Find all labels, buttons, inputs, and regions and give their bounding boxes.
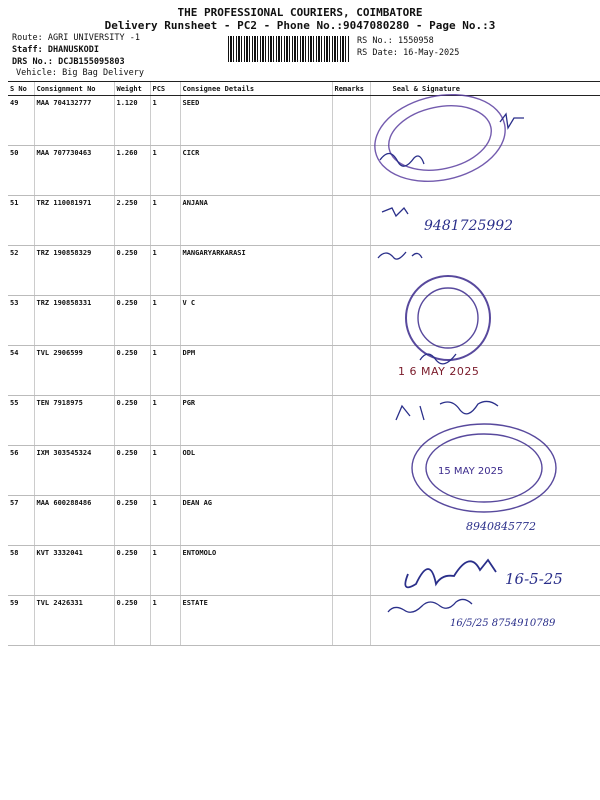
rs-no-value: 1550958 [397, 36, 434, 46]
drs-line [12, 57, 125, 67]
table-row [8, 346, 600, 396]
handwritten-line-59: 16/5/25 8754910789 [450, 618, 556, 629]
company-title: THE PROFESSIONAL COURIERS, COIMBATORE [177, 6, 423, 19]
route-line [12, 33, 140, 43]
table-row [8, 446, 600, 496]
cell-sno: 59 [8, 596, 34, 646]
drs-label: DRS No.: [12, 57, 53, 67]
col-seal: Seal & Signature [370, 82, 600, 96]
cell-remarks [332, 446, 370, 496]
col-remarks: Remarks [332, 82, 370, 96]
table-row [8, 296, 600, 346]
col-consignee: Consignee Details [180, 82, 332, 96]
stamp-date-1: 1 6 MAY 2025 [398, 365, 480, 378]
cell-sno: 50 [8, 146, 34, 196]
table-row [8, 96, 600, 146]
cell-remarks [332, 146, 370, 196]
cell-pcs: 1 [150, 196, 180, 246]
cell-consignee: V C [180, 296, 332, 346]
cell-weight: 2.250 [114, 196, 150, 246]
cell-consignment: MAA 600288486 [34, 496, 114, 546]
staff-value: DHANUSKODI [47, 45, 100, 55]
table-row [8, 396, 600, 446]
col-pcs: PCS [150, 82, 180, 96]
vehicle-line [16, 68, 144, 78]
cell-consignment: TRZ 190858329 [34, 246, 114, 296]
cell-consignment: MAA 707730463 [34, 146, 114, 196]
cell-seal [370, 146, 600, 196]
table-row [8, 146, 600, 196]
cell-pcs: 1 [150, 146, 180, 196]
cell-seal [370, 296, 600, 346]
cell-remarks [332, 496, 370, 546]
cell-pcs: 1 [150, 396, 180, 446]
handwritten-phone-2: 8940845772 [466, 520, 536, 533]
cell-pcs: 1 [150, 246, 180, 296]
route-value: AGRI UNIVERSITY -1 [47, 33, 140, 43]
staff-line [12, 45, 99, 55]
cell-remarks [332, 596, 370, 646]
handwritten-phone-1: 9481725992 [424, 218, 514, 234]
cell-consignee: ENTOMOLO [180, 546, 332, 596]
cell-pcs: 1 [150, 596, 180, 646]
cell-sno: 57 [8, 496, 34, 546]
rs-date-line [357, 48, 459, 58]
cell-sno: 56 [8, 446, 34, 496]
cell-weight: 0.250 [114, 446, 150, 496]
table-row [8, 246, 600, 296]
cell-consignee: MANGARYARKARASI [180, 246, 332, 296]
cell-consignee: DPM [180, 346, 332, 396]
cell-sno: 58 [8, 546, 34, 596]
cell-consignment: MAA 704132777 [34, 96, 114, 146]
cell-consignment: KVT 3332041 [34, 546, 114, 596]
cell-consignee: ANJANA [180, 196, 332, 246]
cell-weight: 0.250 [114, 396, 150, 446]
runsheet-table [8, 82, 600, 646]
cell-seal [370, 246, 600, 296]
cell-remarks [332, 246, 370, 296]
barcode-image [228, 36, 350, 62]
cell-pcs: 1 [150, 546, 180, 596]
cell-weight: 0.250 [114, 496, 150, 546]
col-sno: S No [8, 82, 34, 96]
cell-seal [370, 546, 600, 596]
cell-weight: 1.260 [114, 146, 150, 196]
cell-consignment: TRZ 190858331 [34, 296, 114, 346]
col-consignment: Consignment No [34, 82, 114, 96]
cell-remarks [332, 96, 370, 146]
cell-weight: 0.250 [114, 246, 150, 296]
cell-remarks [332, 296, 370, 346]
cell-consignee: DEAN AG [180, 496, 332, 546]
cell-weight: 0.250 [114, 546, 150, 596]
cell-consignment: TVL 2906599 [34, 346, 114, 396]
cell-pcs: 1 [150, 446, 180, 496]
cell-sno: 51 [8, 196, 34, 246]
cell-sno: 53 [8, 296, 34, 346]
rs-no-label: RS No.: [357, 36, 393, 46]
cell-pcs: 1 [150, 346, 180, 396]
rs-no-line [357, 36, 434, 46]
cell-remarks [332, 396, 370, 446]
cell-sno: 54 [8, 346, 34, 396]
cell-consignee: ODL [180, 446, 332, 496]
cell-sno: 52 [8, 246, 34, 296]
cell-sno: 49 [8, 96, 34, 146]
cell-consignment: TVL 2426331 [34, 596, 114, 646]
vehicle-value: Big Bag Delivery [62, 68, 144, 78]
cell-consignee: PGR [180, 396, 332, 446]
table-body [8, 96, 600, 646]
stamp-date-2: 15 MAY 2025 [438, 466, 504, 477]
cell-weight: 0.250 [114, 296, 150, 346]
cell-weight: 0.250 [114, 346, 150, 396]
staff-label: Staff: [12, 45, 43, 55]
cell-consignee: CICR [180, 146, 332, 196]
table-header-row [8, 82, 600, 96]
col-weight: Weight [114, 82, 150, 96]
cell-sno: 55 [8, 396, 34, 446]
cell-remarks [332, 196, 370, 246]
cell-consignee: SEED [180, 96, 332, 146]
cell-pcs: 1 [150, 496, 180, 546]
rs-date-value: 16-May-2025 [403, 48, 460, 58]
cell-consignment: IXM 303545324 [34, 446, 114, 496]
cell-remarks [332, 346, 370, 396]
cell-consignee: ESTATE [180, 596, 332, 646]
drs-value: DCJB155095803 [58, 57, 125, 67]
cell-weight: 0.250 [114, 596, 150, 646]
cell-weight: 1.120 [114, 96, 150, 146]
rs-date-label: RS Date: [357, 48, 398, 58]
cell-consignment: TRZ 110081971 [34, 196, 114, 246]
vehicle-label: Vehicle: [16, 68, 57, 78]
cell-pcs: 1 [150, 296, 180, 346]
handwritten-date-58: 16-5-25 [505, 570, 563, 588]
cell-seal [370, 96, 600, 146]
cell-remarks [332, 546, 370, 596]
route-label: Route: [12, 33, 43, 43]
cell-seal [370, 396, 600, 446]
cell-consignment: TEN 7918975 [34, 396, 114, 446]
runsheet-subtitle: Delivery Runsheet - PC2 - Phone No.:9047080280 - Page No.:3 [104, 19, 496, 32]
cell-pcs: 1 [150, 96, 180, 146]
